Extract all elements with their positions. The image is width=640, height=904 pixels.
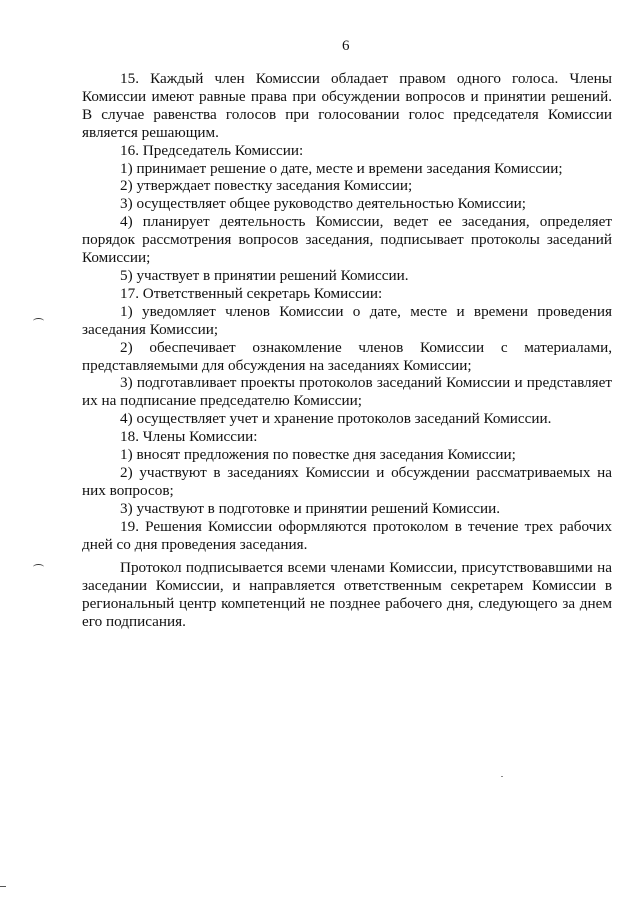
paragraph-18-item-3: 3) участвуют в подготовке и принятии решений Комиссии. xyxy=(120,499,501,517)
margin-mark-upper xyxy=(33,318,44,324)
scan-speck xyxy=(501,776,503,777)
paragraph-17-item-2: 2) обеспечивает ознакомление членов Комиссии с материалами, представляемыми для обсуждения на заседаниях Комиссии; xyxy=(82,338,612,374)
paragraph-16-item-3: 3) осуществляет общее руководство деятельностью Комиссии; xyxy=(120,195,526,213)
paragraph-16-item-1: 1) принимает решение о дате, месте и времени заседания Комиссии; xyxy=(120,159,563,177)
page-number: 6 xyxy=(342,38,350,54)
paragraph-17-item-3: 3) подготавливает проекты протоколов заседаний Комиссии и представляет их на подписание председателю Комиссии; xyxy=(82,374,612,410)
paragraph-17-item-4: 4) осуществляет учет и хранение протоколов заседаний Комиссии. xyxy=(120,410,552,428)
paragraph-15: 15. Каждый член Комиссии обладает правом одного голоса. Члены Комиссии имеют равные права при обсуждении вопросов и принятии решений. В случае равенства голосов при голосовании голос председателя Комиссии является решающим. xyxy=(82,70,612,141)
paragraph-16-item-4: 4) планирует деятельность Комиссии, ведет ее заседания, определяет порядок рассмотрения вопросов заседания, подписывает протоколы заседаний Комиссии; xyxy=(82,213,612,267)
document-body xyxy=(82,70,612,631)
paragraph-protocol: Протокол подписывается всеми членами Комиссии, присутствовавшими на заседании Комиссии, и направляется ответственным секретарем Комиссии в региональный центр компетенций не позднее рабочего дня, следующего за днем его подписания. xyxy=(82,559,612,631)
margin-mark-lower xyxy=(33,564,44,570)
paragraph-18-item-1: 1) вносят предложения по повестке дня заседания Комиссии; xyxy=(120,446,516,464)
paragraph-18-item-2: 2) участвуют в заседаниях Комиссии и обсуждении рассматриваемых на них вопросов; xyxy=(82,463,612,499)
paragraph-19: 19. Решения Комиссии оформляются протоколом в течение трех рабочих дней со дня проведения заседания. xyxy=(82,517,612,553)
paragraph-16-item-2: 2) утверждает повестку заседания Комиссии; xyxy=(120,177,413,195)
paragraph-16-item-5: 5) участвует в принятии решений Комиссии. xyxy=(120,266,409,284)
edge-tick xyxy=(0,886,6,887)
paragraph-17-item-1: 1) уведомляет членов Комиссии о дате, месте и времени проведения заседания Комиссии; xyxy=(82,302,612,338)
paragraph-16-heading: 16. Председатель Комиссии: xyxy=(120,141,304,159)
paragraph-18-heading: 18. Члены Комиссии: xyxy=(120,428,258,446)
paragraph-17-heading: 17. Ответственный секретарь Комиссии: xyxy=(120,284,383,302)
